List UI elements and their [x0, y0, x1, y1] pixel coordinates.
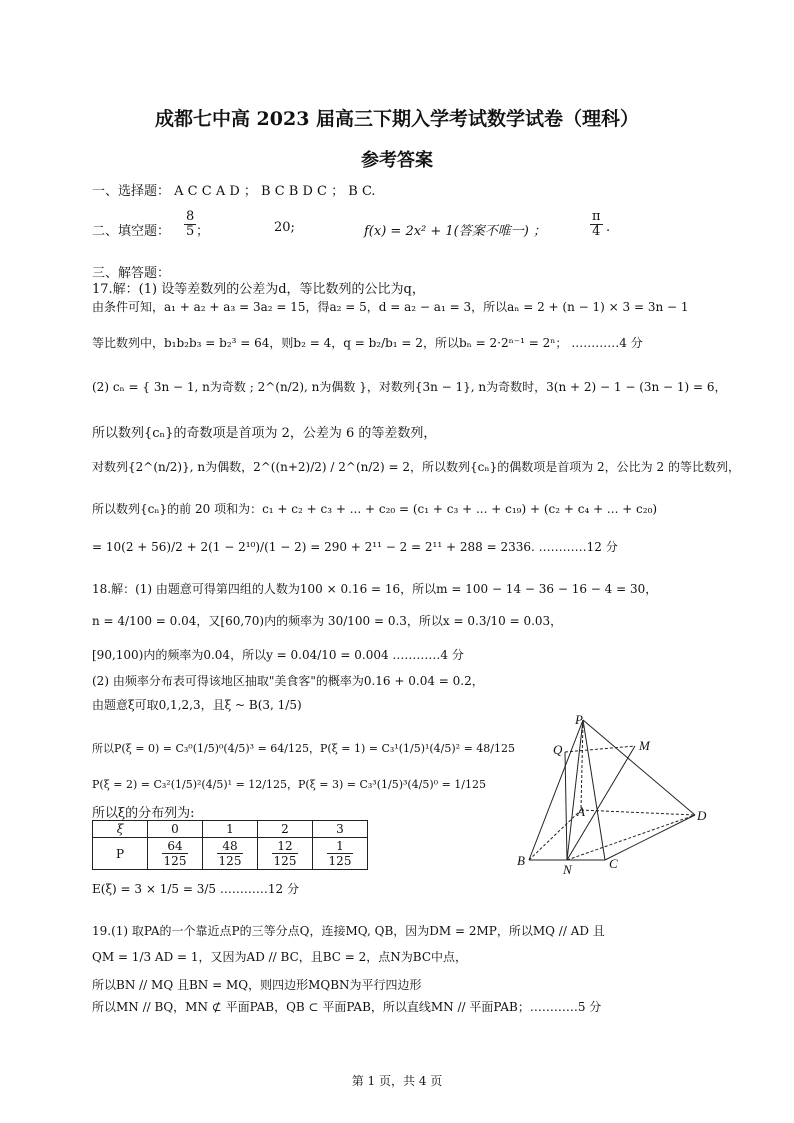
fill-answer-3: f(x) = 2x² + 1(答案不唯一) ；	[364, 224, 546, 239]
q19-line: 19.(1) 取PA的一个靠近点P的三等分点Q，连接MQ, QB，因为DM = 2MP，所以MQ // AD 且	[92, 924, 605, 938]
page-footer: 第 1 页，共 4 页	[351, 1074, 443, 1088]
pyramid-figure	[515, 712, 715, 877]
label-d: D	[697, 808, 707, 823]
section-solve-label: 三、解答题：	[92, 266, 171, 281]
table-header-cell: 1	[203, 821, 258, 838]
q17-line: 对数列{2^(n/2)}, n为偶数，2^((n+2)/2) / 2^(n/2) = 2，所以数列{cₙ}的偶数项是首项为 2，公比为 2 的等比数列，	[92, 460, 740, 474]
q18-line: n = 4/100 = 0.04，又[60,70)内的频率为 30/100 = 0.3，所以x = 0.3/10 = 0.03，	[92, 614, 563, 628]
q18-line: [90,100)内的频率为0.04，所以y = 0.04/10 = 0.004 …………4 分	[92, 648, 464, 662]
table-cell: P	[93, 838, 148, 870]
q18-line: (2) 由频率分布表可得该地区抽取"美食客"的概率为0.16 + 0.04 = 0.2，	[92, 674, 484, 688]
table-cell: $\frac{48}{125}$	[203, 838, 258, 870]
table-cell: $\frac{64}{125}$	[148, 838, 203, 870]
label-q: Q	[553, 742, 563, 757]
label-n: N	[563, 862, 572, 877]
fill-answer-4: $\frac{\pi}{4}$	[592, 209, 601, 239]
page-subtitle: 参考答案	[361, 150, 433, 171]
table-header-cell: ξ	[93, 821, 148, 838]
table-header-cell: 0	[148, 821, 203, 838]
label-b: B	[517, 853, 525, 868]
q19-line: QM = 1/3 AD = 1，又因为AD // BC，且BC = 2，点N为BC中点，	[92, 950, 468, 964]
q18-line: 由题意ξ可取0,1,2,3，且ξ ~ B(3, 1/5)	[92, 698, 302, 712]
q17-line: 等比数列中，b₁b₂b₃ = b₂³ = 64，则b₂ = 4，q = b₂/b₁ = 2，所以bₙ = 2·2ⁿ⁻¹ = 2ⁿ； …………4 分	[92, 336, 643, 350]
q18-line: 所以P(ξ = 0) = C₃⁰(1/5)⁰(4/5)³ = 64/125，P(ξ = 1) = C₃¹(1/5)¹(4/5)² = 48/125	[92, 742, 515, 755]
q18-line: P(ξ = 2) = C₃²(1/5)²(4/5)¹ = 12/125，P(ξ = 3) = C₃³(1/5)³(4/5)⁰ = 1/125	[92, 778, 486, 791]
distribution-table	[92, 820, 368, 870]
section-choice-label: 一、选择题：	[92, 184, 171, 199]
fill-answer-2: 20;	[274, 220, 295, 235]
label-m: M	[639, 738, 650, 753]
page-title: 成都七中高 2023 届高三下期入学考试数学试卷（理科）	[154, 108, 640, 130]
q18-line: 所以ξ的分布列为:	[92, 806, 195, 821]
table-cell: $\frac{1}{125}$	[313, 838, 368, 870]
section-choice	[92, 180, 376, 199]
q17-line: = 10(2 + 56)/2 + 2(1 − 2¹⁰)/(1 − 2) = 290 + 2¹¹ − 2 = 2¹¹ + 288 = 2336. …………12 分	[92, 540, 618, 554]
label-p: P	[575, 712, 583, 727]
q18-line: E(ξ) = 3 × 1/5 = 3/5 …………12 分	[92, 882, 299, 896]
table-row	[93, 838, 368, 870]
q19-line: 所以BN // MQ 且BN = MQ，则四边形MQBN为平行四边形	[92, 978, 422, 992]
q19-line: 所以MN // BQ，MN ⊄ 平面PAB，QB ⊂ 平面PAB，所以直线MN // 平面PAB；…………5 分	[92, 1000, 602, 1014]
q17-line: 所以数列{cₙ}的奇数项是首项为 2，公差为 6 的等差数列，	[92, 426, 437, 441]
table-header-cell: 3	[313, 821, 368, 838]
section-fill-label: 二、填空题：	[92, 224, 171, 239]
q17-line: 17.解：(1) 设等差数列的公差为d，等比数列的公比为q，	[92, 282, 425, 297]
q17-line: 所以数列{cₙ}的前 20 项和为：c₁ + c₂ + c₃ + ... + c₂₀ = (c₁ + c₃ + ... + c₁₉) + (c₂ + c₄ + ... + c₂₀)	[92, 502, 658, 516]
section-choice-answers: A C C A D ； B C B D C ； B C.	[174, 184, 376, 199]
fill-answer-1: $\frac{8}{5}$	[186, 209, 195, 239]
table-row	[93, 821, 368, 838]
q17-line: (2) cₙ = { 3n − 1, n为奇数 ; 2^(n/2), n为偶数 }，对数列{3n − 1}, n为奇数时，3(n + 2) − 1 − (3n − 1) = 6，	[92, 380, 727, 394]
table-header-cell: 2	[258, 821, 313, 838]
table-cell: $\frac{12}{125}$	[258, 838, 313, 870]
label-c: C	[609, 856, 618, 871]
q17-line: 由条件可知，a₁ + a₂ + a₃ = 3a₂ = 15，得a₂ = 5，d = a₂ − a₁ = 3，所以aₙ = 2 + (n − 1) × 3 = 3n − 1	[92, 300, 689, 314]
q18-line: 18.解：(1) 由题意可得第四组的人数为100 × 0.16 = 16，所以m = 100 − 14 − 36 − 16 − 4 = 30，	[92, 582, 658, 596]
label-a: A	[577, 804, 585, 819]
